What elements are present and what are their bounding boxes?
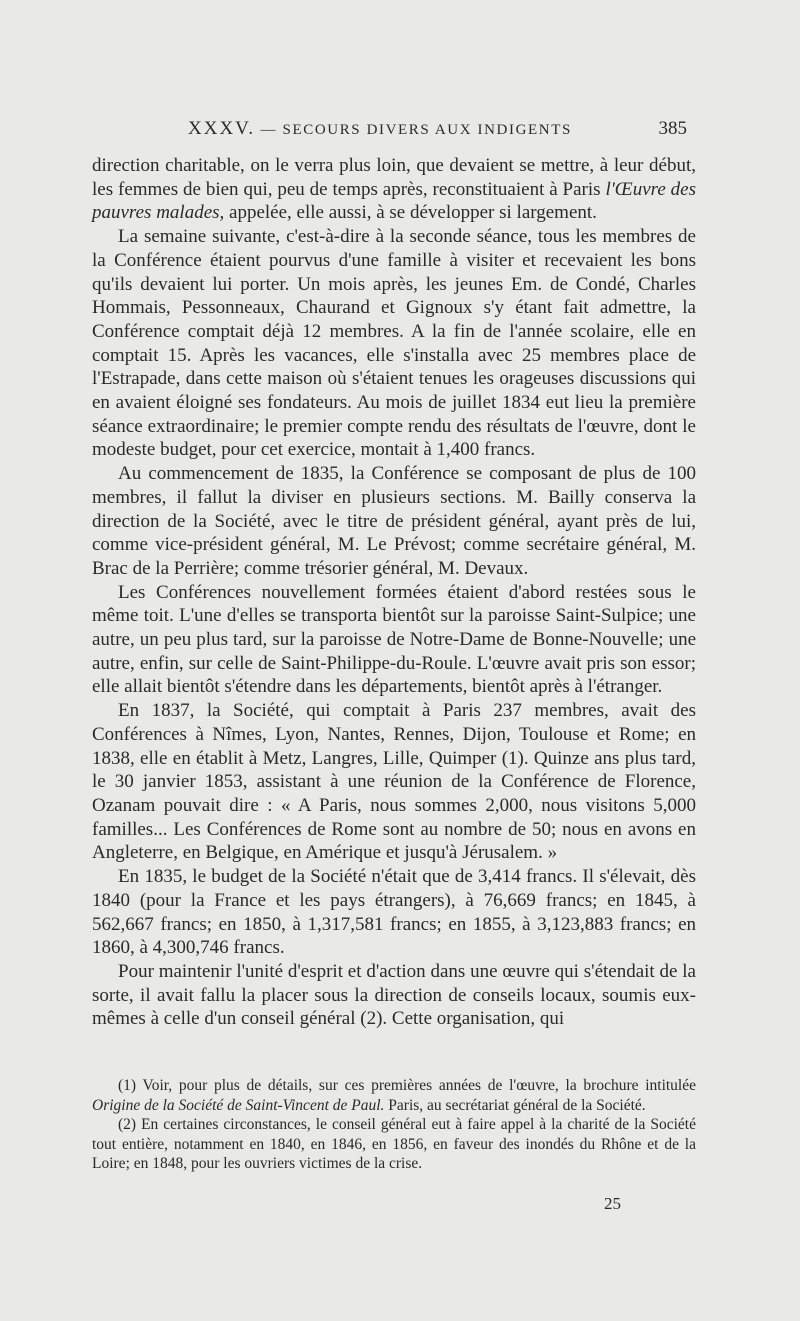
paragraph [92,462,696,581]
text-run: Pour maintenir l'unité d'esprit et d'action dans une œuvre qui s'étendait de la sorte, il avait fallu la placer sous la direction de conseils locaux, soumis eux-mêmes à celle d'un conseil général (2). Cette organisation, qui [92,960,696,1030]
paragraph [92,865,696,960]
footnotes [92,1076,696,1174]
paragraph [92,960,696,1031]
text-run: En 1837, la Société, qui comptait à Paris 237 membres, avait des Conférences à Nîmes, Lyon, Nantes, Rennes, Dijon, Toulouse et Rome; en 1838, elle en établit à Metz, Langres, Lille, Quimper (1). Quinze ans plus tard, le 30 janvier 1853, assistant à une réunion de la Conférence de Florence, Ozanam pouvait dire : « A Paris, nous sommes 2,000, nous visitons 5,000 familles... Les Conférences de Rome sont au nombre de 50; nous en avons en Angleterre, en Belgique, en Amérique et jusqu'à Jérusalem. » [92,700,696,864]
paragraph [92,581,696,700]
paragraph [92,699,696,865]
text-run: appelée, elle aussi, à se développer si largement. [224,202,597,224]
footnote [92,1115,696,1174]
footnote [92,1076,696,1115]
paragraph [92,225,696,462]
header-dash: — [260,122,278,138]
running-head [188,118,572,140]
signature-mark: 25 [604,1194,621,1213]
italic-title: Origine de la Société de Saint-Vincent de Paul. [92,1096,385,1114]
running-header [92,118,687,140]
chapter-number: XXXV. [188,118,256,139]
italic-title: l'Œuvre des pauvres malades, [92,178,696,224]
text-run: Les Conférences nouvellement formées étaient d'abord restées sous le même toit. L'une d'elles se transporta bientôt sur la paroisse Saint-Sulpice; une autre, un peu plus tard, sur la paroisse de Notre-Dame de Bonne-Nouvelle; une autre, enfin, sur celle de Saint-Philippe-du-Roule. L'œuvre avait pris son essor; elle allait bientôt s'étendre dans les départements, bientôt après à l'étranger. [92,581,696,698]
body-text [92,154,696,1031]
text-run: (2) En certaines circonstances, le conseil général eut à faire appel à la charité de la Société tout entière, notamment en 1840, en 1846, en 1856, en faveur des inondés du Rhône et de la Loire; en 1848, pour les ouvriers victimes de la crise. [92,1116,696,1172]
text-run: (1) Voir, pour plus de détails, sur ces premières années de l'œuvre, la brochure intitulée [118,1077,696,1094]
text-run: La semaine suivante, c'est-à-dire à la seconde séance, tous les membres de la Conférence étaient pourvus d'une famille à visiter et recevaient les bons qu'ils devaient lui porter. Un mois après, les jeunes Em. de Condé, Charles Hommais, Pessonneaux, Chaurand et Gignoux s'y étant fait admettre, la Conférence comptait déjà 12 membres. A la fin de l'année scolaire, elle en comptait 15. Après les vacances, elle s'installa avec 25 membres place de l'Estrapade, dans cette maison où s'étaient tenues les orageuses discussions qui en avaient éloigné ses fondateurs. Au mois de juillet 1834 eut lieu la première séance extraordinaire; le premier compte rendu des résultats de l'œuvre, dont le modeste budget, pour cet exercice, montait à 1,400 francs. [92,226,696,461]
text-run: En 1835, le budget de la Société n'était que de 3,414 francs. Il s'élevait, dès 1840 (pour la France et les pays étrangers), à 76,669 francs; en 1845, à 562,667 francs; en 1850, à 1,317,581 francs; en 1855, à 3,123,883 francs; en 1860, à 4,300,746 francs. [92,866,696,959]
paragraph [92,154,696,225]
text-run: Paris, au secrétariat général de la Société. [384,1096,646,1114]
chapter-title: SECOURS DIVERS AUX INDIGENTS [282,122,572,138]
page-number: 385 [658,118,687,139]
text-run: Au commencement de 1835, la Conférence se composant de plus de 100 membres, il fallut la diviser en plusieurs sections. M. Bailly conserva la direction de la Société, avec le titre de président général, ayant près de lui, comme vice-président général, M. Le Prévost; comme secrétaire général, M. Brac de la Perrière; comme trésorier général, M. Devaux. [92,463,696,579]
text-run: direction charitable, on le verra plus loin, que devaient se mettre, à leur début, les femmes de bien qui, peu de temps après, reconstituaient à Paris [92,155,696,200]
